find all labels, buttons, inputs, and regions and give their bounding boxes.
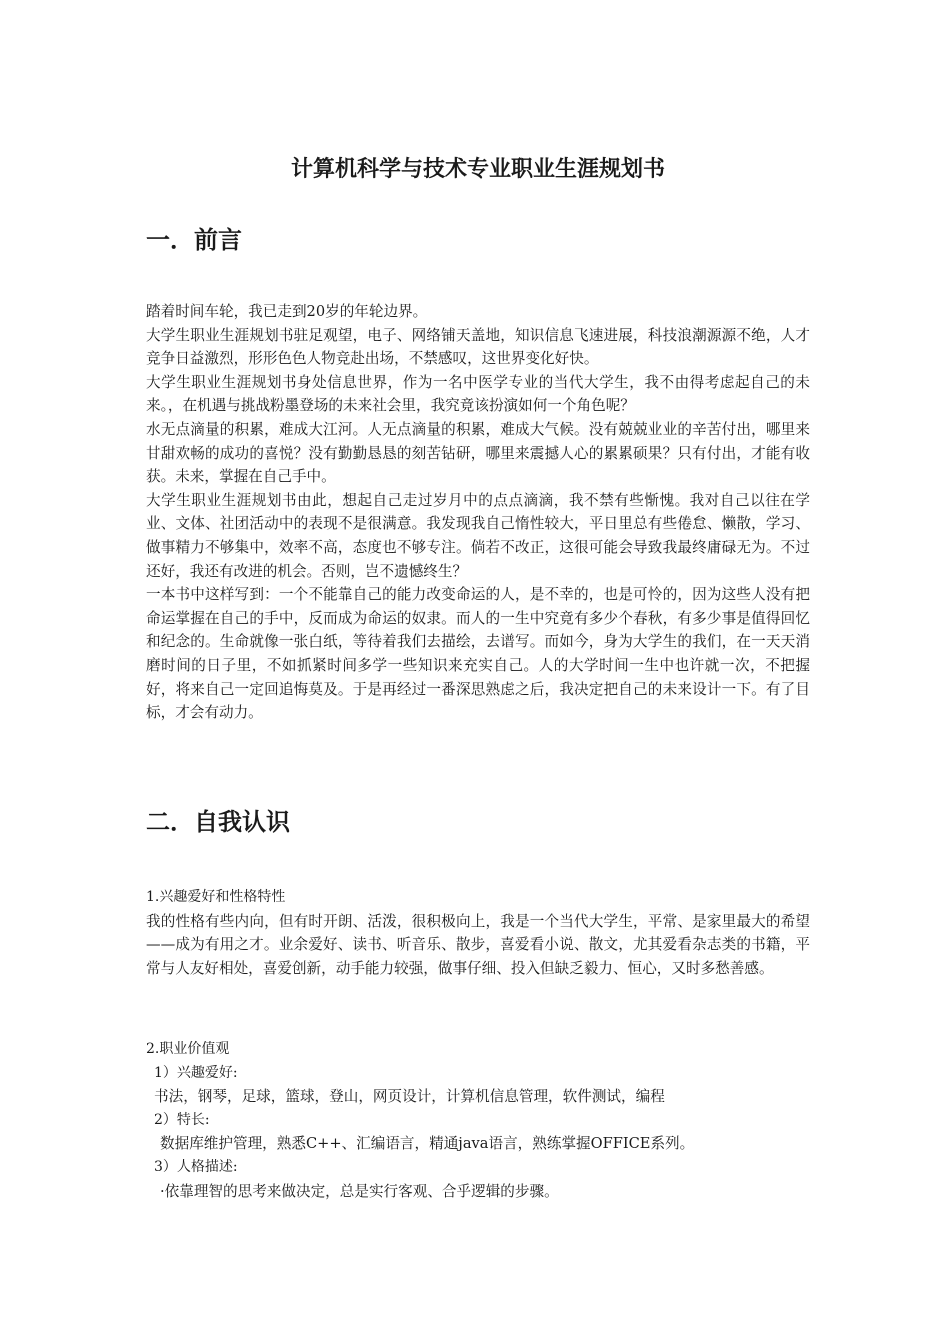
interests-personality-block bbox=[146, 886, 810, 980]
preface-paragraph: 水无点滴量的积累，难成大江河。人无点滴量的积累，难成大气候。没有兢兢业业的辛苦付出，哪里来甘甜欢畅的成功的喜悦？没有勤勤恳恳的刻苦钻研，哪里来震撼人心的累累硕果？只有付出，才能有收获。未来，掌握在自己手中。 bbox=[146, 420, 810, 486]
document-title: 计算机科学与技术专业职业生涯规划书 bbox=[290, 156, 665, 182]
list-label: 3）人格描述: bbox=[154, 1158, 238, 1175]
subsection-heading: 1.兴趣爱好和性格特性 bbox=[146, 889, 286, 905]
preface-paragraph: 一本书中这样写到：一个不能靠自己的能力改变命运的人，是不幸的，也是可怜的，因为这些人没有把命运掌握在自己的手中，反而成为命运的奴隶。而人的一生中究竟有多少个春秋，有多少事是值得回忆和纪念的。生命就像一张白纸，等待着我们去描绘，去谱写。而如今，身为大学生的我们，在一天天消磨时间的日子里，不如抓紧时间多学一些知识来充实自己。人的大学时间一生中也许就一次，不把握好，将来自己一定回追悔莫及。于是再经过一番深思熟虑之后，我决定把自己的未来设计一下。有了目标，才会有动力。 bbox=[146, 586, 810, 722]
list-label: 1）兴趣爱好: bbox=[154, 1064, 238, 1081]
preface-paragraph: 大学生职业生涯规划书由此，想起自己走过岁月中的点点滴滴，我不禁有些惭愧。我对自己以往在学业、文体、社团活动中的表现不是很满意。我发现我自己惰性较大，平日里总有些倦怠、懒散，学习、做事精力不够集中，效率不高，态度也不够专注。倘若不改正，这很可能会导致我最终庸碌无为。不过还好，我还有改进的机会。否则，岂不遗憾终生？ bbox=[146, 491, 810, 580]
list-text: 书法，钢琴，足球，篮球，登山，网页设计，计算机信息管理，软件测试，编程 bbox=[154, 1088, 665, 1106]
preface-paragraph: 大学生职业生涯规划书驻足观望，电子、网络铺天盖地，知识信息飞速进展，科技浪潮源源不绝，人才竞争日益激烈，形形色色人物竞赴出场，不禁感叹，这世界变化好快。 bbox=[146, 326, 810, 368]
career-values-block bbox=[146, 1038, 810, 1203]
list-text: ·依靠理智的思考来做决定，总是实行客观、合乎逻辑的步骤。 bbox=[160, 1182, 559, 1200]
list-label: 2）特长: bbox=[154, 1111, 210, 1128]
interests-personality-text: 我的性格有些内向，但有时开朗、活泼，很积极向上，我是一个当代大学生，平常、是家里最大的希望——成为有用之才。业余爱好、读书、听音乐、散步，喜爱看小说、散文，尤其爱看杂志类的书籍，平常与人友好相处，喜爱创新，动手能力较强，做事仔细、投入但缺乏毅力、恒心，又时多愁善感。 bbox=[146, 912, 810, 977]
preface-paragraph: 大学生职业生涯规划书身处信息世界，作为一名中医学专业的当代大学生，我不由得考虑起自己的未来。，在机遇与挑战粉墨登场的未来社会里，我究竟该扮演如何一个角色呢？ bbox=[146, 373, 810, 415]
preface-body bbox=[146, 300, 810, 725]
section-heading-preface: 一．前言 bbox=[146, 225, 242, 254]
section-heading-self-knowledge: 二．自我认识 bbox=[146, 807, 290, 836]
subsection-heading: 2.职业价值观 bbox=[146, 1041, 230, 1057]
preface-paragraph: 踏着时间车轮，我已走到20岁的年轮边界。 bbox=[146, 303, 428, 320]
list-text: 数据库维护管理，熟悉C++、汇编语言，精通java语言，熟练掌握OFFICE系列。 bbox=[160, 1135, 695, 1153]
